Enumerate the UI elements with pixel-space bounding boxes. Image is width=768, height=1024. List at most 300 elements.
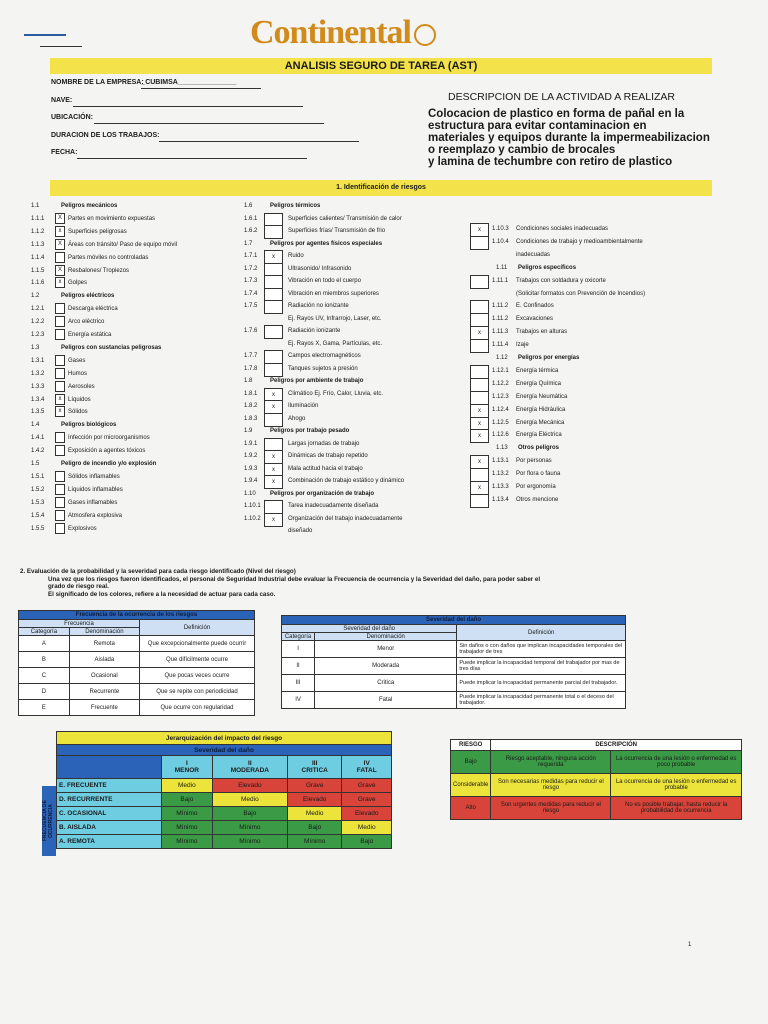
table-cell: Que difícilmente ocurre bbox=[140, 652, 255, 668]
table-cell: Moderada bbox=[315, 658, 457, 675]
table-row bbox=[282, 692, 626, 709]
table-row bbox=[19, 636, 255, 652]
table-row bbox=[19, 668, 255, 684]
table-cell: Critica bbox=[315, 675, 457, 692]
table-header-cell: Denominación bbox=[315, 633, 457, 641]
item-label: Radiación ionizante bbox=[288, 328, 341, 334]
table-cell: Que pocas veces ocurre bbox=[140, 668, 255, 684]
item-number: 1.5 bbox=[31, 461, 40, 467]
risk-checkbox[interactable]: x bbox=[264, 400, 283, 414]
page-mark: 1 bbox=[688, 942, 692, 948]
item-note: Ej. Rayos UV, Infrarrojo, Laser, etc. bbox=[288, 315, 382, 322]
risk-checkbox[interactable] bbox=[55, 303, 65, 314]
item-label: Partes móviles no controladas bbox=[68, 254, 149, 261]
item-number: 1.11.2 bbox=[492, 316, 509, 323]
activity-line: materiales y equipos durante la impermeabilizacion bbox=[428, 132, 710, 144]
item-label: Líquidos bbox=[68, 396, 91, 403]
risk-checkbox[interactable] bbox=[470, 313, 489, 327]
section2-line1: 2. Evaluación de la probabilidad y la severidad para cada riesgo identificado (Nivel del riesgo) bbox=[20, 568, 296, 575]
item-label: Condiciones de trabajo y medioambientalmente bbox=[516, 238, 643, 245]
item-number: 1.3.1 bbox=[31, 357, 45, 364]
item-label: Explosivos bbox=[68, 525, 97, 532]
risk-checkbox[interactable]: X bbox=[55, 239, 65, 250]
activity-line: estructura para evitar contaminacion en bbox=[428, 120, 647, 132]
table-header-cell: Denominación bbox=[69, 628, 139, 636]
item-number: 1.7.7 bbox=[244, 353, 258, 359]
table-title-row bbox=[19, 611, 255, 620]
table-row bbox=[19, 700, 255, 716]
table-cell: II bbox=[282, 658, 315, 675]
table-cell: Puede implicar la incapacidad temporal del trabajador por mas de tres días bbox=[457, 658, 626, 675]
item-label: Superficies peligrosas bbox=[68, 228, 127, 235]
item-number: 1.7.6 bbox=[244, 328, 258, 334]
risk-checkbox[interactable]: x bbox=[470, 481, 489, 495]
item-number: 1.12.1 bbox=[492, 367, 509, 374]
item-number: 1.7.4 bbox=[244, 290, 258, 297]
item-label: Trabajos con soldadura y oxicorte bbox=[516, 277, 606, 284]
table-cell: B bbox=[19, 652, 70, 668]
item-number: 1.8.3 bbox=[244, 415, 258, 422]
table-title: Frecuencia de la ocurrencia de los riesgos bbox=[19, 611, 255, 620]
matrix-row bbox=[57, 835, 392, 849]
risk-checkbox[interactable]: X bbox=[55, 265, 65, 276]
risk-checkbox[interactable] bbox=[55, 252, 65, 263]
matrix-col-roman: III bbox=[311, 760, 318, 767]
item-number: 1.9 bbox=[244, 428, 253, 434]
item-number: 1.5.3 bbox=[31, 499, 45, 506]
risk-checkbox[interactable] bbox=[470, 378, 489, 392]
header-field-label: UBICACIÓN: bbox=[51, 114, 93, 121]
matrix-cell: Medio bbox=[212, 793, 287, 807]
table-cell: Menor bbox=[315, 641, 457, 658]
risk-checkbox[interactable]: x bbox=[55, 226, 65, 237]
table-cell: Recurrente bbox=[69, 684, 139, 700]
risk-checkbox[interactable] bbox=[470, 391, 489, 405]
item-number: 1.5.2 bbox=[31, 486, 45, 493]
item-number: 1.13.3 bbox=[492, 484, 509, 490]
item-number: 1.10.2 bbox=[244, 515, 261, 522]
section-heading: Peligros eléctricos bbox=[61, 293, 115, 300]
header-field-label: NOMBRE DE LA EMPRESA: bbox=[51, 79, 144, 86]
section1-title: 1. Identificación de riesgos bbox=[50, 180, 712, 196]
matrix-row bbox=[57, 807, 392, 821]
activity-line: Colocacion de plastico en forma de pañal en la bbox=[428, 108, 685, 120]
item-number: 1.4.2 bbox=[31, 448, 45, 455]
header-field-label: FECHA: bbox=[51, 149, 78, 156]
section-heading: Peligros por organización de trabajo bbox=[270, 490, 375, 497]
item-label: Largas jornadas de trabajo bbox=[288, 440, 360, 447]
risk-description-table bbox=[450, 739, 742, 820]
section-heading: Peligros con sustancias peligrosas bbox=[61, 344, 162, 351]
section-heading: Peligros térmicos bbox=[270, 203, 321, 209]
activity-label: DESCRIPCION DE LA ACTIVIDAD A REALIZAR bbox=[448, 91, 675, 103]
item-number: 1.9.2 bbox=[244, 453, 258, 459]
risk-row bbox=[451, 774, 742, 797]
item-number: 1.10.3 bbox=[492, 226, 509, 232]
item-number: 1.9.1 bbox=[244, 440, 258, 447]
table-row bbox=[19, 684, 255, 700]
item-label: Infección por microorganismos bbox=[68, 435, 150, 442]
risk-checkbox[interactable] bbox=[470, 300, 489, 314]
item-label: Energía térmica bbox=[516, 367, 559, 374]
item-number: 1.6.2 bbox=[244, 228, 258, 234]
item-note: diseñado bbox=[288, 528, 313, 534]
matrix-cell: Mínimo bbox=[287, 835, 341, 849]
item-label: Superficies frías/ Transmisión de frio bbox=[288, 228, 386, 234]
risk-checkbox[interactable] bbox=[264, 300, 283, 314]
item-label: Descarga eléctrica bbox=[68, 306, 118, 313]
item-number: 1.7.3 bbox=[244, 278, 258, 284]
table-group-row bbox=[282, 625, 626, 633]
matrix-col-roman: IV bbox=[363, 760, 370, 767]
risk-header-cell: RIESGO bbox=[451, 740, 491, 751]
matrix-cell: Grave bbox=[342, 793, 392, 807]
table-title: Severidad del daño bbox=[282, 616, 626, 625]
item-label: Energía Mecánica bbox=[516, 419, 565, 426]
risk-checkbox[interactable] bbox=[55, 432, 65, 443]
table-cell: Que se repite con periodicidad bbox=[140, 684, 255, 700]
section-heading: Peligros específicos bbox=[518, 264, 577, 271]
risk-checkbox[interactable]: x bbox=[264, 450, 283, 464]
item-number: 1.11.2 bbox=[492, 303, 509, 310]
risk-action: Son necesarias medidas para reducir el riesgo bbox=[491, 774, 611, 797]
item-label: Campos electromagnéticos bbox=[288, 353, 361, 359]
item-label: Golpes bbox=[68, 280, 88, 287]
item-label: Organización del trabajo inadecuadamente bbox=[288, 515, 403, 522]
matrix-row bbox=[57, 779, 392, 793]
header-field-value: _CUBIMSA_______________ bbox=[141, 79, 237, 86]
risk-checkbox[interactable]: x bbox=[264, 388, 283, 402]
frequency-table bbox=[18, 610, 255, 716]
item-label: Áreas con tránsito/ Paso de equipo móvil bbox=[68, 241, 178, 248]
matrix-row-label: B. AISLADA bbox=[57, 821, 162, 835]
risk-checkbox[interactable]: x bbox=[470, 404, 489, 418]
table-cell: C bbox=[19, 668, 70, 684]
risk-checkbox[interactable] bbox=[55, 523, 65, 534]
item-label: Tanques sujetos a presión bbox=[288, 365, 358, 372]
item-note: Ej. Rayos X, Gama, Partículas, etc. bbox=[288, 340, 383, 347]
item-number: 1.12.6 bbox=[492, 432, 509, 439]
matrix-header-row bbox=[57, 756, 392, 779]
risk-checkbox[interactable] bbox=[264, 325, 283, 339]
matrix-cell: Mínimo bbox=[162, 807, 213, 821]
risk-definition: La ocurrencia de una lesión o enfermedad es poco probable bbox=[611, 751, 742, 774]
item-number: 1.1.6 bbox=[31, 280, 45, 287]
item-number: 1.13.1 bbox=[492, 458, 509, 465]
frequency-axis-label: FRECUENCIA DE OCURRENCIA bbox=[42, 800, 54, 842]
item-number: 1.8.1 bbox=[244, 390, 258, 397]
item-label: Humos bbox=[68, 370, 88, 377]
table-row bbox=[282, 641, 626, 658]
corner-mark-blue bbox=[24, 34, 66, 36]
item-number: 1.12 bbox=[496, 355, 508, 361]
item-label: Trabajos en alturas bbox=[516, 329, 568, 336]
section-heading: Peligro de incendio y/o explosión bbox=[61, 461, 157, 467]
matrix-col-name: FATAL bbox=[356, 767, 377, 774]
item-label: Por ergonomía bbox=[516, 484, 556, 490]
item-number: 1.10 bbox=[244, 490, 256, 497]
table-cell: Fatal bbox=[315, 692, 457, 709]
matrix-col-header bbox=[212, 756, 287, 779]
table-group: Severidad del daño bbox=[282, 625, 457, 633]
risk-checkbox[interactable]: x bbox=[470, 455, 489, 469]
header-field-underline bbox=[77, 158, 307, 159]
item-label: Mala actitud hacia el trabajo bbox=[288, 465, 363, 472]
table-row bbox=[282, 675, 626, 692]
risk-checkbox[interactable] bbox=[470, 494, 489, 508]
item-number: 1.12.5 bbox=[492, 419, 509, 426]
item-number: 1.11.3 bbox=[492, 329, 509, 336]
matrix-row-label: D. RECURRENTE bbox=[57, 793, 162, 807]
item-number: 1.11.1 bbox=[492, 277, 509, 284]
item-label: Gases bbox=[68, 357, 86, 364]
matrix-col-name: MODERADA bbox=[230, 767, 269, 774]
item-label: Vibración en miembros superiores bbox=[288, 290, 379, 297]
item-number: 1.2.3 bbox=[31, 332, 45, 338]
table-group: Frecuencia bbox=[19, 620, 140, 628]
item-number: 1.8.2 bbox=[244, 403, 258, 409]
matrix-cell: Bajo bbox=[287, 821, 341, 835]
item-label: Partes en movimiento expuestas bbox=[68, 215, 156, 222]
item-label: Por personas bbox=[516, 458, 552, 465]
matrix-row-label: E. FRECUENTE bbox=[57, 779, 162, 793]
risk-header-cell: DESCRIPCIÓN bbox=[491, 740, 742, 751]
section-heading: Peligros por trabajo pesado bbox=[270, 428, 350, 434]
risk-checkbox[interactable] bbox=[470, 339, 489, 353]
risk-checkbox[interactable] bbox=[55, 329, 65, 340]
risk-checkbox[interactable] bbox=[470, 365, 489, 379]
item-number: 1.4.1 bbox=[31, 435, 45, 442]
item-number: 1.7.1 bbox=[244, 253, 258, 259]
item-number: 1.11 bbox=[496, 264, 508, 271]
item-number: 1.2.2 bbox=[31, 319, 45, 326]
item-number: 1.3 bbox=[31, 344, 40, 351]
item-label: Dinámicas de trabajo repetido bbox=[288, 453, 368, 459]
matrix-cell: Elevado bbox=[342, 807, 392, 821]
severity-table bbox=[281, 615, 626, 709]
item-label: Combinación de trabajo estático y dinámico bbox=[288, 478, 405, 484]
item-number: 1.5.1 bbox=[31, 473, 45, 480]
risk-checkbox[interactable] bbox=[264, 363, 283, 377]
risk-level: Considerable bbox=[451, 774, 491, 797]
item-label: Iluminación bbox=[288, 403, 319, 409]
table-cell: Que excepcionalmente puede ocurrir bbox=[140, 636, 255, 652]
risk-checkbox[interactable] bbox=[264, 413, 283, 427]
risk-action: Riesgo aceptable, ninguna acción requerida bbox=[491, 751, 611, 774]
item-number: 1.10.4 bbox=[492, 238, 509, 245]
table-cell: I bbox=[282, 641, 315, 658]
risk-checkbox[interactable]: x bbox=[470, 223, 489, 237]
risk-level: Alto bbox=[451, 797, 491, 820]
matrix-cell: Elevado bbox=[287, 793, 341, 807]
risk-checkbox[interactable] bbox=[55, 484, 65, 495]
item-number: 1.7.2 bbox=[244, 265, 258, 272]
table-cell: E bbox=[19, 700, 70, 716]
risk-level: Bajo bbox=[451, 751, 491, 774]
item-label: Ultrasonido/ Infrasonido bbox=[288, 265, 352, 272]
risk-matrix bbox=[56, 731, 392, 849]
table-row bbox=[19, 652, 255, 668]
activity-line: y lamina de techumbre con retiro de plastico bbox=[428, 156, 673, 168]
item-number: 1.8 bbox=[244, 378, 253, 384]
item-number: 1.12.2 bbox=[492, 380, 509, 387]
risk-action: Son urgentes medidas para reducir el riesgo bbox=[491, 797, 611, 820]
item-number: 1.3.4 bbox=[31, 396, 45, 403]
item-number: 1.7 bbox=[244, 240, 253, 247]
item-label: Excavaciones bbox=[516, 316, 554, 323]
risk-checkbox[interactable] bbox=[55, 316, 65, 327]
matrix-cell: Medio bbox=[162, 779, 213, 793]
item-label: Sólidos bbox=[68, 409, 88, 416]
risk-checkbox[interactable]: x bbox=[264, 513, 283, 527]
matrix-col-name: MENOR bbox=[174, 767, 199, 774]
matrix-col-roman: II bbox=[248, 760, 252, 767]
matrix-cell: Mínimo bbox=[162, 821, 213, 835]
section2-line4: El significado de los colores, refiere a la necesidad de actuar para cada caso. bbox=[48, 590, 276, 598]
table-cell: Ocasional bbox=[69, 668, 139, 684]
matrix-col-header bbox=[287, 756, 341, 779]
item-number: 1.12.4 bbox=[492, 406, 509, 413]
matrix-cell: Bajo bbox=[212, 807, 287, 821]
item-label: Radiación no ionizante bbox=[288, 303, 349, 309]
item-number: 1.3.2 bbox=[31, 370, 45, 377]
item-label: E. Confinados bbox=[516, 303, 554, 310]
item-label: Energía Eléctrica bbox=[516, 432, 562, 439]
table-header-cell: Definición bbox=[140, 620, 255, 636]
risk-checkbox[interactable] bbox=[55, 368, 65, 379]
matrix-subtitle: Severidad del daño bbox=[57, 745, 392, 756]
item-number: 1.9.3 bbox=[244, 465, 258, 472]
risk-checkbox[interactable]: x bbox=[264, 463, 283, 477]
item-number: 1.1.5 bbox=[31, 267, 45, 274]
item-label: Energía Hidráulica bbox=[516, 406, 566, 413]
risk-checkbox[interactable]: x bbox=[55, 406, 65, 417]
risk-checkbox[interactable]: x bbox=[55, 394, 65, 405]
item-label: Vibración en todo el cuerpo bbox=[288, 278, 361, 284]
section-heading: Peligros por agentes físicos especiales bbox=[270, 240, 383, 247]
risk-checkbox[interactable] bbox=[55, 381, 65, 392]
table-cell: Aislada bbox=[69, 652, 139, 668]
item-label: Condiciones sociales inadecuadas bbox=[516, 226, 609, 232]
item-number: 1.1 bbox=[31, 203, 40, 209]
risk-definition: La ocurrencia de una lesión o enfermedad es probable bbox=[611, 774, 742, 797]
table-cell: Que ocurre con regularidad bbox=[140, 700, 255, 716]
risk-checkbox[interactable]: X bbox=[55, 213, 65, 224]
matrix-cell: Mínimo bbox=[212, 821, 287, 835]
item-number: 1.5.5 bbox=[31, 525, 45, 532]
risk-checkbox[interactable]: x bbox=[264, 250, 283, 264]
risk-definition: No es posible trabajar, hasta reducir la probabilidad de ocurrencia bbox=[611, 797, 742, 820]
header-field-label: DURACION DE LOS TRABAJOS: bbox=[51, 132, 160, 139]
item-label: Gases inflamables bbox=[68, 499, 118, 506]
section-heading: Peligros mecánicos bbox=[61, 203, 118, 209]
risk-checkbox[interactable] bbox=[264, 225, 283, 239]
item-number: 1.13.2 bbox=[492, 471, 509, 478]
matrix-title: Jerarquización del impacto del riesgo bbox=[57, 732, 392, 745]
item-number: 1.5.4 bbox=[31, 512, 45, 519]
table-row bbox=[282, 658, 626, 675]
matrix-col-roman: I bbox=[185, 760, 188, 767]
matrix-title-row bbox=[57, 732, 392, 745]
section2-text bbox=[20, 568, 640, 598]
risk-checkbox[interactable] bbox=[55, 471, 65, 482]
item-number: 1.10.1 bbox=[244, 503, 261, 509]
matrix-cell: Bajo bbox=[162, 793, 213, 807]
item-label: Energía Neumática bbox=[516, 393, 568, 400]
item-label: Climático Ej. Frío, Calor, Lluvia, etc. bbox=[288, 390, 384, 397]
item-label: Ruido bbox=[288, 253, 304, 259]
risk-checkbox[interactable] bbox=[55, 355, 65, 366]
risk-checkbox[interactable]: x bbox=[55, 277, 65, 288]
risk-checkbox[interactable] bbox=[470, 236, 489, 250]
matrix-row bbox=[57, 793, 392, 807]
table-cell: IV bbox=[282, 692, 315, 709]
risk-checkbox[interactable] bbox=[55, 497, 65, 508]
table-cell: D bbox=[19, 684, 70, 700]
item-number: 1.2.1 bbox=[31, 306, 45, 313]
table-group-row bbox=[19, 620, 255, 628]
table-cell: Frecuente bbox=[69, 700, 139, 716]
risk-checkbox[interactable] bbox=[470, 275, 489, 289]
brand-logo: Continental bbox=[250, 14, 436, 52]
risk-checkbox[interactable] bbox=[470, 468, 489, 482]
table-header-cell: Categoría bbox=[282, 633, 315, 641]
risk-checkbox[interactable] bbox=[55, 510, 65, 521]
risk-checkbox[interactable] bbox=[55, 445, 65, 456]
item-label: Por flora o fauna bbox=[516, 471, 561, 478]
matrix-cell: Mínimo bbox=[162, 835, 213, 849]
matrix-corner bbox=[57, 756, 162, 779]
section2-line3: grado de riesgo real. bbox=[48, 583, 109, 590]
matrix-sub-row bbox=[57, 745, 392, 756]
matrix-cell: Bajo bbox=[342, 835, 392, 849]
item-number: 1.13.4 bbox=[492, 496, 509, 503]
risk-checkbox[interactable]: x bbox=[470, 429, 489, 443]
section2-line2: Una vez que los riesgos fueron identificados, el personal de Seguridad Industrial debe evaluar la Frecuencia de ocurrencia y la Severidad del daño, para poder saber el bbox=[48, 575, 541, 583]
section-heading: Peligros por energías bbox=[518, 355, 580, 361]
item-label: Izaje bbox=[516, 342, 529, 349]
item-label: Resbalones/ Tropiezos bbox=[68, 267, 130, 274]
risk-checkbox[interactable]: x bbox=[470, 326, 489, 340]
item-label: Exposición a agentes tóxicos bbox=[68, 448, 146, 455]
item-number: 1.13 bbox=[496, 445, 508, 452]
corner-mark-line bbox=[40, 46, 82, 47]
item-number: 1.3.3 bbox=[31, 383, 45, 390]
risk-checkbox[interactable]: x bbox=[264, 475, 283, 489]
header-field-underline bbox=[141, 88, 261, 89]
risk-row bbox=[451, 797, 742, 820]
activity-description bbox=[428, 108, 718, 168]
matrix-col-header bbox=[162, 756, 213, 779]
table-cell: Sin daños o con daños que implican incapacidades temporales del trabajador de tres bbox=[457, 641, 626, 658]
item-number: 1.9.4 bbox=[244, 478, 258, 484]
section-heading: Peligros por ambiente de trabajo bbox=[270, 378, 364, 384]
item-number: 1.4 bbox=[31, 422, 40, 429]
item-number: 1.1.3 bbox=[31, 241, 45, 248]
item-label: Aerosoles bbox=[68, 383, 95, 390]
item-label: Sólidos inflamables bbox=[68, 473, 120, 480]
risk-checkbox[interactable]: x bbox=[470, 417, 489, 431]
item-number: 1.3.5 bbox=[31, 409, 45, 416]
matrix-row bbox=[57, 821, 392, 835]
doc-title: ANALISIS SEGURO DE TAREA (AST) bbox=[50, 58, 712, 74]
item-number: 1.11.4 bbox=[492, 342, 509, 349]
table-title-row bbox=[282, 616, 626, 625]
section-heading: Peligros biológicos bbox=[61, 422, 117, 429]
table-cell: Remota bbox=[69, 636, 139, 652]
matrix-cell: Medio bbox=[287, 807, 341, 821]
risk-row bbox=[451, 751, 742, 774]
